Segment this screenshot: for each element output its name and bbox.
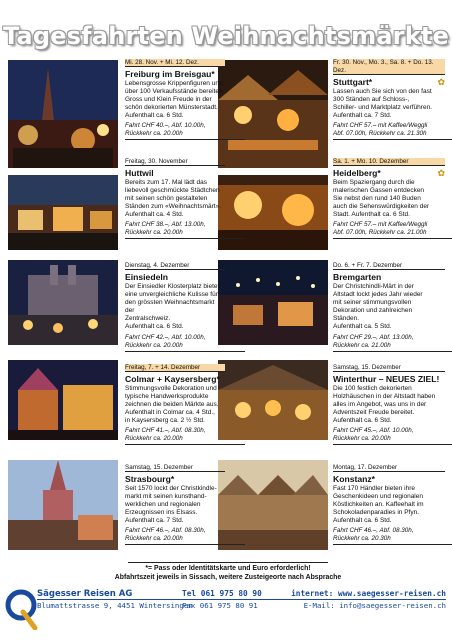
trip-price: Fahrt CHF 46.–, Abf. 08.30h, Rückkehr ca. 20.30h (333, 527, 414, 543)
trip-price: Fahrt CHF 40.–, Abf. 10.00h, Rückkehr ca. 20.00h (125, 122, 206, 138)
divider (125, 238, 245, 239)
trip-konstanz (333, 464, 445, 545)
photo-freiburg (8, 60, 118, 168)
trip-description: Seit 1570 lockt der Christkindle- markt mit seinen kunsthand- werklichen und regionalen Erzeugnissen ins Elsass. Aufenthalt ca. 7 Std. (125, 485, 217, 525)
photo-strasbourg (8, 460, 118, 550)
trip-bremgarten (333, 262, 445, 351)
website-link[interactable]: www.saegesser-reisen.ch (338, 589, 446, 598)
trip-description: Lebensgrosse Krippenfiguren und über 100 Verkaufsstände bereiten Gross und Klein Freude in der schön dekorierten Münsterstadt. Aufenthalt ca. 6 Std. (125, 80, 223, 120)
trip-description: Beim Spaziergang durch die malerischen Gassen entdecken Sie nebst den rund 140 Buden auch die Sehenswürdigkeiten der Stadt. Aufenthalt ca. 6 Std. (333, 179, 430, 219)
divider (333, 444, 452, 445)
trip-price: Fahrt CHF 57.– mit Kaffee/Weggli Abf. 07.00h, Rückkehr ca. 21.30h (333, 122, 428, 138)
trip-date: Freitag, 7. + 14. Dezember (125, 364, 225, 372)
divider (37, 599, 446, 600)
divider (333, 139, 452, 140)
trip-date: Mi. 28. Nov. + Mi. 12. Dez. (125, 59, 225, 67)
trip-price: Fahrt CHF 42.–, Abf. 10.00h, Rückkehr ca. 20.00h (125, 333, 206, 349)
divider (125, 444, 245, 445)
divider (125, 544, 245, 545)
notice (114, 562, 342, 582)
gift-icon: ✿ (437, 168, 445, 178)
divider (333, 238, 452, 239)
trip-name: Einsiedeln (125, 272, 168, 282)
trip-date: Sa. 1. + Mo. 10. Dezember (333, 158, 445, 166)
notice-passport: *= Pass oder Identitätskarte und Euro erforderlich! (145, 564, 311, 572)
phone-number: Tel 061 975 80 90 (182, 589, 262, 598)
gift-icon: ✿ (437, 77, 445, 87)
trip-price: Fahrt CHF 45.–, Abf. 10.00h, Rückkehr ca. 20.00h (333, 427, 414, 443)
trip-name: Strasbourg* (125, 474, 175, 484)
divider (333, 544, 452, 545)
trip-description: Bereits zum 17. Mal lädt das liebevoll geschmückte Städtchen mit seinen schön gestalteten Ständen zum «Weihnachtsmärt». Aufenthalt ca. 4 Std. (125, 179, 221, 219)
photo-konstanz (218, 460, 328, 550)
photo-huttwil (8, 175, 118, 250)
company-name: Sägesser Reisen AG (37, 589, 133, 599)
trip-name: Winterthur – NEUES ZIEL! (333, 374, 440, 384)
trip-date: Samstag, 15. Dezember (333, 364, 445, 372)
trip-winterthur (333, 364, 445, 445)
trip-stuttgart (333, 59, 445, 140)
divider (125, 139, 245, 140)
trip-price: Fahrt CHF 46.–, Abf. 08.30h, Rückkehr ca. 20.00h (125, 527, 206, 543)
trip-huttwil (125, 158, 225, 239)
email: E-Mail: info@saegesser-reisen.ch (303, 601, 446, 610)
trip-einsiedeln (125, 262, 225, 351)
trip-heidelberg (333, 158, 445, 239)
trip-description: Stimmungsvolle Dekoration und typische Handwerksprodukte zeichnen die beiden Märkte aus. Aufenthalt in Colmar ca. 4 Std., in Kaysersberg ca. 2 ½ Std. (125, 385, 219, 425)
photo-bremgarten (218, 260, 328, 345)
divider (125, 351, 245, 352)
trip-date: Do. 6. + Fr. 7. Dezember (333, 262, 445, 270)
trip-description: Die 100 festlich dekorierten Holzhäuschen in der Altstadt haben alles im Angebot, was uns in der Adventszeit Freude bereitet. Aufenthalt ca. 6 Std. (333, 385, 436, 425)
trip-date: Dienstag, 4. Dezember (125, 262, 225, 270)
trip-colmar (125, 364, 225, 445)
trip-strasbourg (125, 464, 225, 545)
company-address: Blumattstrasse 9, 4451 Wintersingen (37, 601, 193, 610)
fax-number: Fax 061 975 80 91 (182, 601, 258, 610)
trip-price: Fahrt CHF 41.–, Abf. 08.30h, Rückkehr ca. 20.00h (125, 427, 206, 443)
trip-freiburg (125, 59, 225, 140)
trip-name: Colmar + Kaysersberg* (125, 374, 220, 384)
photo-stuttgart (218, 60, 328, 168)
trip-description: Der Christchindli-Märt in der Altstadt lockt jedes Jahr wieder mit seiner stimmungsvollen Dekoration und zahlreichen Ständen. Aufenthalt ca. 5 Std. (333, 283, 423, 331)
trip-description: Der Einsiedler Klosterplatz bietet eine unvergleichliche Kulisse für den grössten Weihnachtsmarkt der Zentralschweiz. Aufenthalt ca. 6 Std. (125, 283, 220, 331)
trip-name: Bremgarten (333, 272, 382, 282)
company-logo (5, 586, 39, 630)
trip-price: Fahrt CHF 38.–, Abf. 13.00h, Rückkehr ca. 20.00h (125, 221, 206, 237)
trip-name: Konstanz* (333, 474, 376, 484)
website: internet: www.saegesser-reisen.ch (291, 589, 446, 598)
trip-price: Fahrt CHF 57.– mit Kaffee/Weggli Abf. 07.00h, Rückkehr ca. 21.00h (333, 221, 428, 237)
trip-description: Lassen auch Sie sich von den fast 300 Ständen auf Schloss-, Schiller- und Marktplatz verführen. Aufenthalt ca. 7 Std. (333, 88, 432, 120)
trip-description: Fast 170 Händler bieten ihre Geschenkideen und regionalen Köstlichkeiten an. Kaffeehalt im Schokoladenparadies in Pfyn. Aufenthalt ca. 6 Std. (333, 485, 424, 525)
photo-winterthur (218, 360, 328, 440)
trip-price: Fahrt CHF 29.–, Abf. 13.00h, Rückkehr ca. 21.00h (333, 333, 414, 349)
notice-departure: Abfahrtszeit jeweils in Sissach, weitere Zusteigeorte nach Absprache (114, 573, 342, 581)
divider (333, 351, 452, 352)
trip-name: Stuttgart* ✿ (333, 77, 445, 87)
photo-colmar (8, 360, 118, 440)
divider (128, 562, 328, 563)
trip-date: Freitag, 30. November (125, 158, 225, 166)
trip-name: Freiburg im Breisgau* (125, 69, 215, 79)
trip-date: Montag, 17. Dezember (333, 464, 445, 472)
email-link[interactable]: info@saegesser-reisen.ch (339, 601, 446, 610)
page-title: Tagesfahrten Weihnachtsmärkte (2, 22, 450, 50)
footer (0, 586, 452, 640)
trip-name: Heidelberg* ✿ (333, 168, 445, 178)
trip-date: Samstag, 15. Dezember (125, 464, 225, 472)
trip-date: Fr. 30. Nov., Mo. 3., Sa. 8. + Do. 13. Dez. (333, 59, 445, 75)
trip-name: Huttwil (125, 168, 154, 178)
photo-einsiedeln (8, 260, 118, 345)
